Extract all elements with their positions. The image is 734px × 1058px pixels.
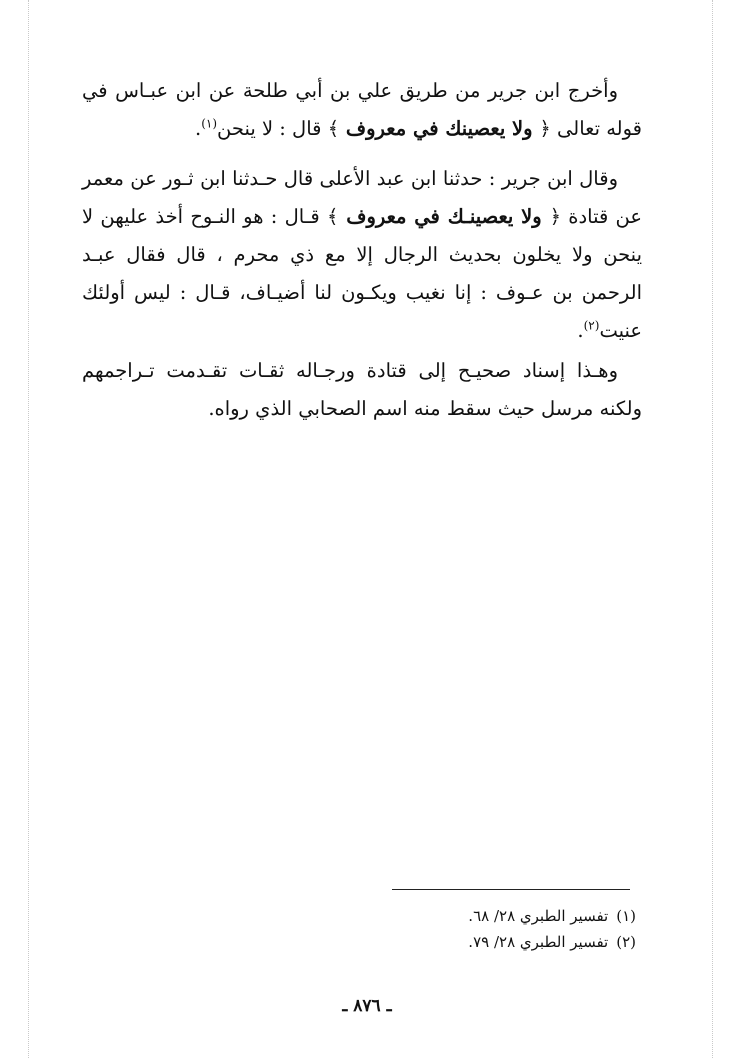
scan-margin-line-right bbox=[712, 0, 713, 1058]
paragraph-3-text-a: وهـذا إسناد صحيـح إلى قتادة ورجـاله ثقـات تقـدمت تـراجمهم ولكنه مرسل حيث سقط منه اسم الصحابي الذي رواه. bbox=[82, 359, 642, 420]
quran-quote-2 bbox=[327, 205, 561, 228]
footnote-1-text: تفسير الطبري ٢٨/ ٦٨. bbox=[468, 907, 609, 925]
footnote-ref-1[interactable]: (١) bbox=[201, 116, 218, 131]
paragraph-1-text-c: . bbox=[194, 117, 202, 140]
scan-margin-line-left bbox=[28, 0, 29, 1058]
paragraph-1-text-a: وأخرج ابن جرير من طريق علي بن أبي طلحة عن ابن عبـاس في قوله تعالى bbox=[82, 79, 642, 140]
page-number: ـ ٨٧٦ ـ bbox=[342, 996, 392, 1016]
footnote-ref-2[interactable]: (٢) bbox=[583, 318, 600, 333]
ornate-bracket-close: ﴾ bbox=[326, 205, 339, 228]
paragraph-2-body bbox=[82, 160, 642, 350]
quran-quote-2-text: ولا يعصينـك في معروف bbox=[346, 205, 542, 228]
paragraph-2-text-a: وقال ابن جرير : حدثنا ابن عبد الأعلى قال حـدثنا ابن ثـور عن معمر عن قتادة bbox=[82, 167, 642, 228]
paragraph-1 bbox=[82, 72, 642, 148]
ornate-bracket-open: ﴿ bbox=[539, 117, 551, 140]
paragraph-3-body bbox=[82, 352, 642, 428]
footnote-2-number: (٢) bbox=[616, 933, 636, 951]
paragraph-2-text-c: . bbox=[577, 319, 584, 342]
footnote-1-number: (١) bbox=[616, 907, 636, 925]
paragraph-2-text-b: قـال : هو النـوح أخذ عليهن لا ينحن ولا يخلون بحديث الرجال إلا مع ذي محرم ، قال فقال عبـد الرحمن بن عـوف : إنا نغيب ويكـون لنا أضيـاف، قـال : ليس أولئك عنيت bbox=[82, 205, 642, 342]
paragraph-1-text-b: قال : لا ينحن bbox=[217, 117, 322, 140]
ornate-bracket-open: ﴿ bbox=[549, 205, 561, 228]
quran-quote-1-text: ولا يعصينك في معروف bbox=[345, 117, 533, 140]
footnote-separator bbox=[392, 889, 630, 890]
paragraph-3 bbox=[82, 352, 642, 428]
quran-quote-1 bbox=[328, 117, 551, 140]
footnote-2 bbox=[300, 929, 636, 955]
footnote-2-text: تفسير الطبري ٢٨/ ٧٩. bbox=[468, 933, 609, 951]
paragraph-2 bbox=[82, 160, 642, 350]
footnote-1 bbox=[300, 903, 636, 929]
paragraph-1-body bbox=[82, 72, 642, 148]
ornate-bracket-close: ﴾ bbox=[327, 117, 340, 140]
